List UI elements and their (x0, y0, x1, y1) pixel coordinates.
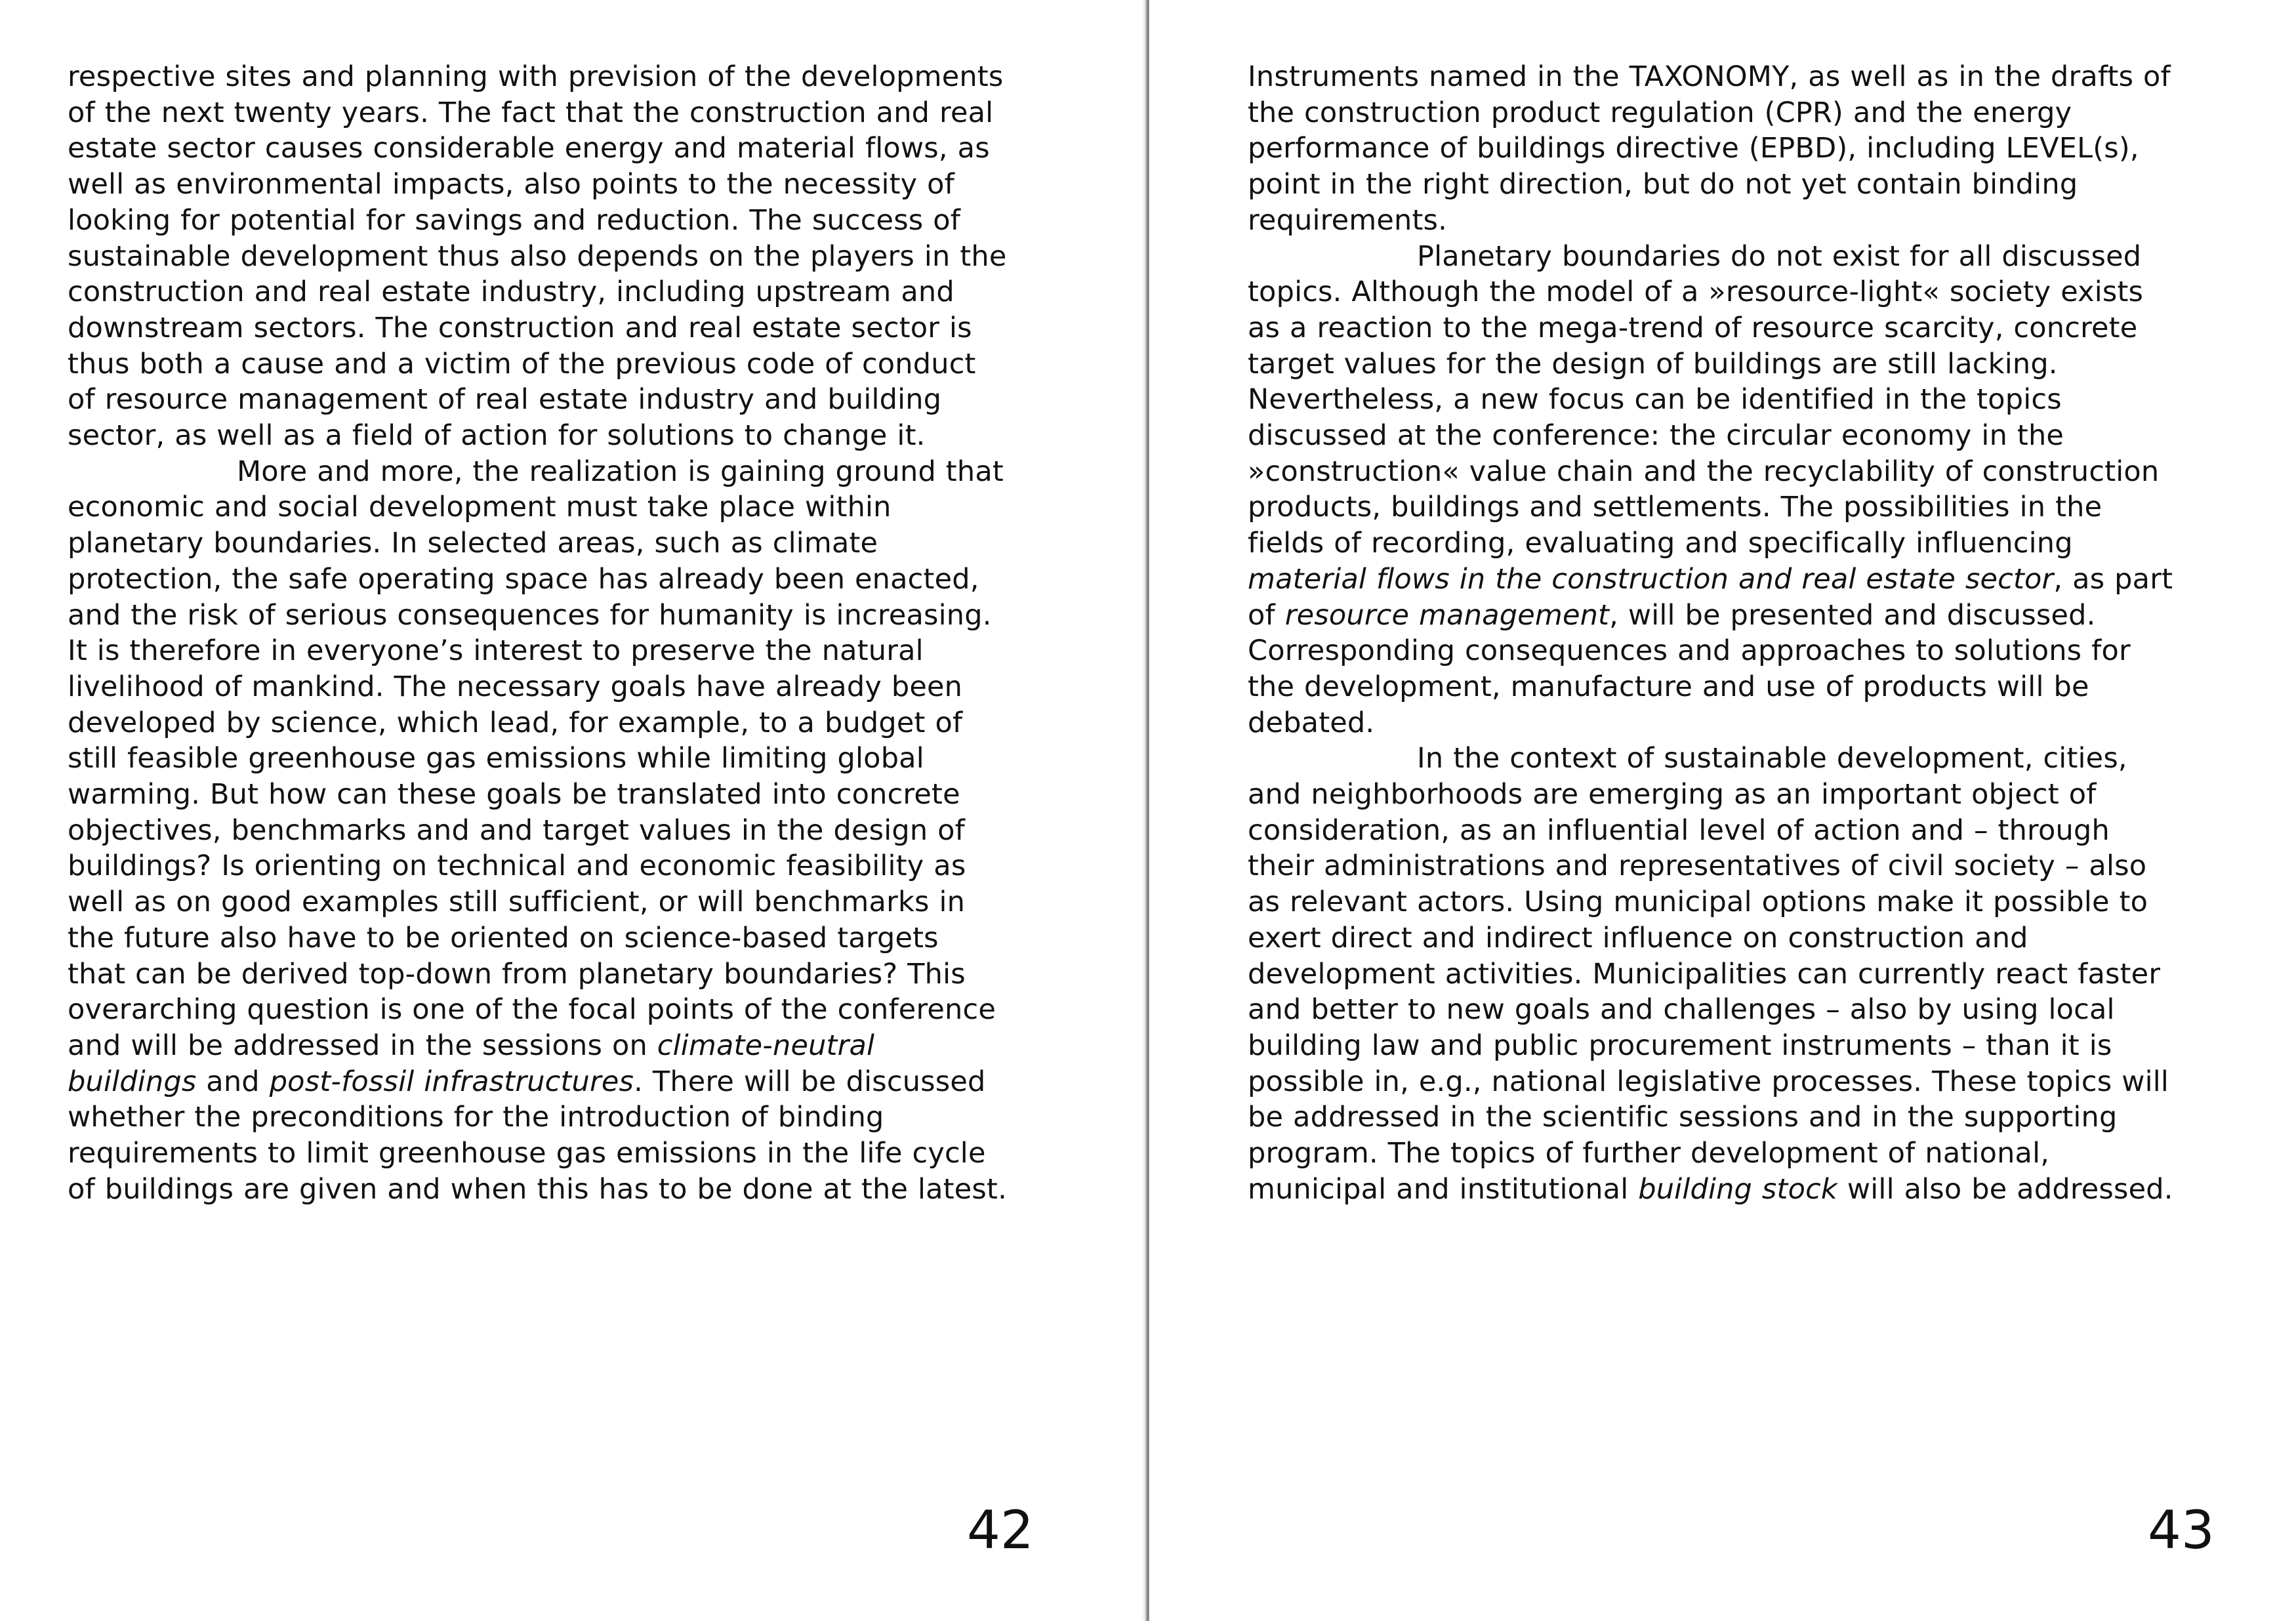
text-line: of the next twenty years. The fact that the construction and real (68, 96, 994, 129)
text-line: performance of buildings directive (EPBD), including LEVEL(s), (1248, 132, 2139, 165)
text-line: protection, the safe operating space has already been enacted, (68, 562, 979, 596)
text-line: target values for the design of buildings are still lacking. (1248, 347, 2058, 380)
text-line: and better to new goals and challenges – also by using local (1248, 993, 2115, 1027)
text-line: sector, as well as a field of action for solutions to change it. (68, 419, 926, 453)
right-page-body-text (1248, 59, 2238, 1208)
text-line: building law and public procurement instruments – than it is (1248, 1029, 2112, 1062)
italic-term: building stock (1638, 1172, 1838, 1206)
italic-term: material flows in the construction and real estate sector (1248, 562, 2054, 596)
text-line: as a reaction to the mega-trend of resource scarcity, concrete (1248, 311, 2138, 344)
text-line: buildings? Is orienting on technical and economic feasibility as (68, 850, 966, 883)
text-line: of buildings are given and when this has to be done at the latest. (68, 1172, 1007, 1206)
text-line: estate sector causes considerable energy and material flows, as (68, 132, 990, 165)
text-run: , will be presented and discussed. (1609, 598, 2096, 632)
text-run: and (196, 1065, 270, 1098)
left-page-body-text (68, 59, 1058, 1208)
text-line: exert direct and indirect influence on construction and (1248, 921, 2028, 954)
text-run: municipal and institutional (1248, 1172, 1639, 1206)
page-number: 42 (967, 1500, 1034, 1561)
text-line: thus both a cause and a victim of the previous code of conduct (68, 347, 976, 380)
text-line: Instruments named in the TAXONOMY, as well as in the drafts of (1248, 60, 2171, 93)
italic-term: climate-neutral (657, 1029, 875, 1062)
text-line: and neighborhoods are emerging as an important object of (1248, 778, 2097, 811)
paragraph-start-line: More and more, the realization is gaining ground that (237, 455, 1004, 488)
text-line: construction and real estate industry, including upstream and (68, 276, 954, 309)
text-line: the future also have to be oriented on science-based targets (68, 921, 939, 954)
italic-term: post-fossil infrastructures (269, 1065, 634, 1098)
text-line: well as environmental impacts, also points to the necessity of (68, 168, 955, 201)
text-line: be addressed in the scientific sessions and in the supporting (1248, 1101, 2118, 1134)
paragraph-start-line: In the context of sustainable development, cities, (1417, 742, 2127, 775)
text-line: objectives, benchmarks and and target values in the design of (68, 813, 966, 847)
text-line: well as on good examples still sufficient, or will benchmarks in (68, 886, 966, 919)
text-line: warming. But how can these goals be translated into concrete (68, 778, 960, 811)
text-line (1248, 598, 2238, 634)
text-line: looking for potential for savings and reduction. The success of (68, 203, 961, 237)
paragraph-start-line: Planetary boundaries do not exist for all discussed (1417, 239, 2142, 273)
text-line: the development, manufacture and use of products will be (1248, 670, 2089, 703)
text-line (68, 1028, 1058, 1064)
text-line: possible in, e.g., national legislative processes. These topics will (1248, 1065, 2169, 1098)
text-line: overarching question is one of the focal points of the conference (68, 993, 996, 1027)
left-page (0, 0, 1147, 1621)
text-line (1248, 1172, 2238, 1208)
text-line (1248, 562, 2238, 598)
text-line: livelihood of mankind. The necessary goals have already been (68, 670, 963, 703)
text-line: still feasible greenhouse gas emissions while limiting global (68, 742, 924, 775)
text-line: point in the right direction, but do not yet contain binding (1248, 168, 2078, 201)
text-line: Corresponding consequences and approaches to solutions for (1248, 634, 2131, 668)
text-line: topics. Although the model of a »resource-light« society exists (1248, 276, 2144, 309)
right-page (1149, 0, 2296, 1621)
text-run: . There will be discussed (634, 1065, 986, 1098)
text-line: Nevertheless, a new focus can be identified in the topics (1248, 383, 2062, 417)
text-line (68, 1064, 1058, 1100)
page-number: 43 (2148, 1500, 2215, 1561)
text-line: planetary boundaries. In selected areas, such as climate (68, 527, 878, 560)
text-line: requirements. (1248, 203, 1447, 237)
text-line: of resource management of real estate industry and building (68, 383, 942, 417)
text-line: that can be derived top-down from planetary boundaries? This (68, 957, 966, 991)
text-line: economic and social development must take place within (68, 491, 892, 524)
text-line: development activities. Municipalities can currently react faster (1248, 957, 2161, 991)
text-line: »construction« value chain and the recyclability of construction (1248, 455, 2160, 488)
text-line: downstream sectors. The construction and real estate sector is (68, 311, 972, 344)
text-line: the construction product regulation (CPR) and the energy (1248, 96, 2072, 129)
text-line: and the risk of serious consequences for humanity is increasing. (68, 598, 992, 632)
text-line: their administrations and representatives of civil society – also (1248, 850, 2147, 883)
text-line: fields of recording, evaluating and specifically influencing (1248, 527, 2073, 560)
text-line: discussed at the conference: the circular economy in the (1248, 419, 2064, 453)
text-run: will also be addressed. (1837, 1172, 2173, 1206)
text-line: products, buildings and settlements. The possibilities in the (1248, 491, 2102, 524)
text-line: program. The topics of further development of national, (1248, 1137, 2050, 1170)
text-run: and will be addressed in the sessions on (68, 1029, 657, 1062)
text-line: debated. (1248, 706, 1375, 739)
text-line: respective sites and planning with prevision of the developments (68, 60, 1004, 93)
text-line: developed by science, which lead, for example, to a budget of (68, 706, 963, 739)
text-line: It is therefore in everyone’s interest to preserve the natural (68, 634, 924, 668)
text-line: consideration, as an influential level of action and – through (1248, 813, 2110, 847)
italic-term: buildings (68, 1065, 197, 1098)
text-line: whether the preconditions for the introduction of binding (68, 1101, 884, 1134)
text-run: , as part (2053, 562, 2173, 596)
text-run: of (1248, 598, 1285, 632)
text-line: requirements to limit greenhouse gas emissions in the life cycle (68, 1137, 986, 1170)
text-line: sustainable development thus also depends on the players in the (68, 239, 1007, 273)
text-line: as relevant actors. Using municipal options make it possible to (1248, 886, 2148, 919)
italic-term: resource management (1284, 598, 1610, 632)
